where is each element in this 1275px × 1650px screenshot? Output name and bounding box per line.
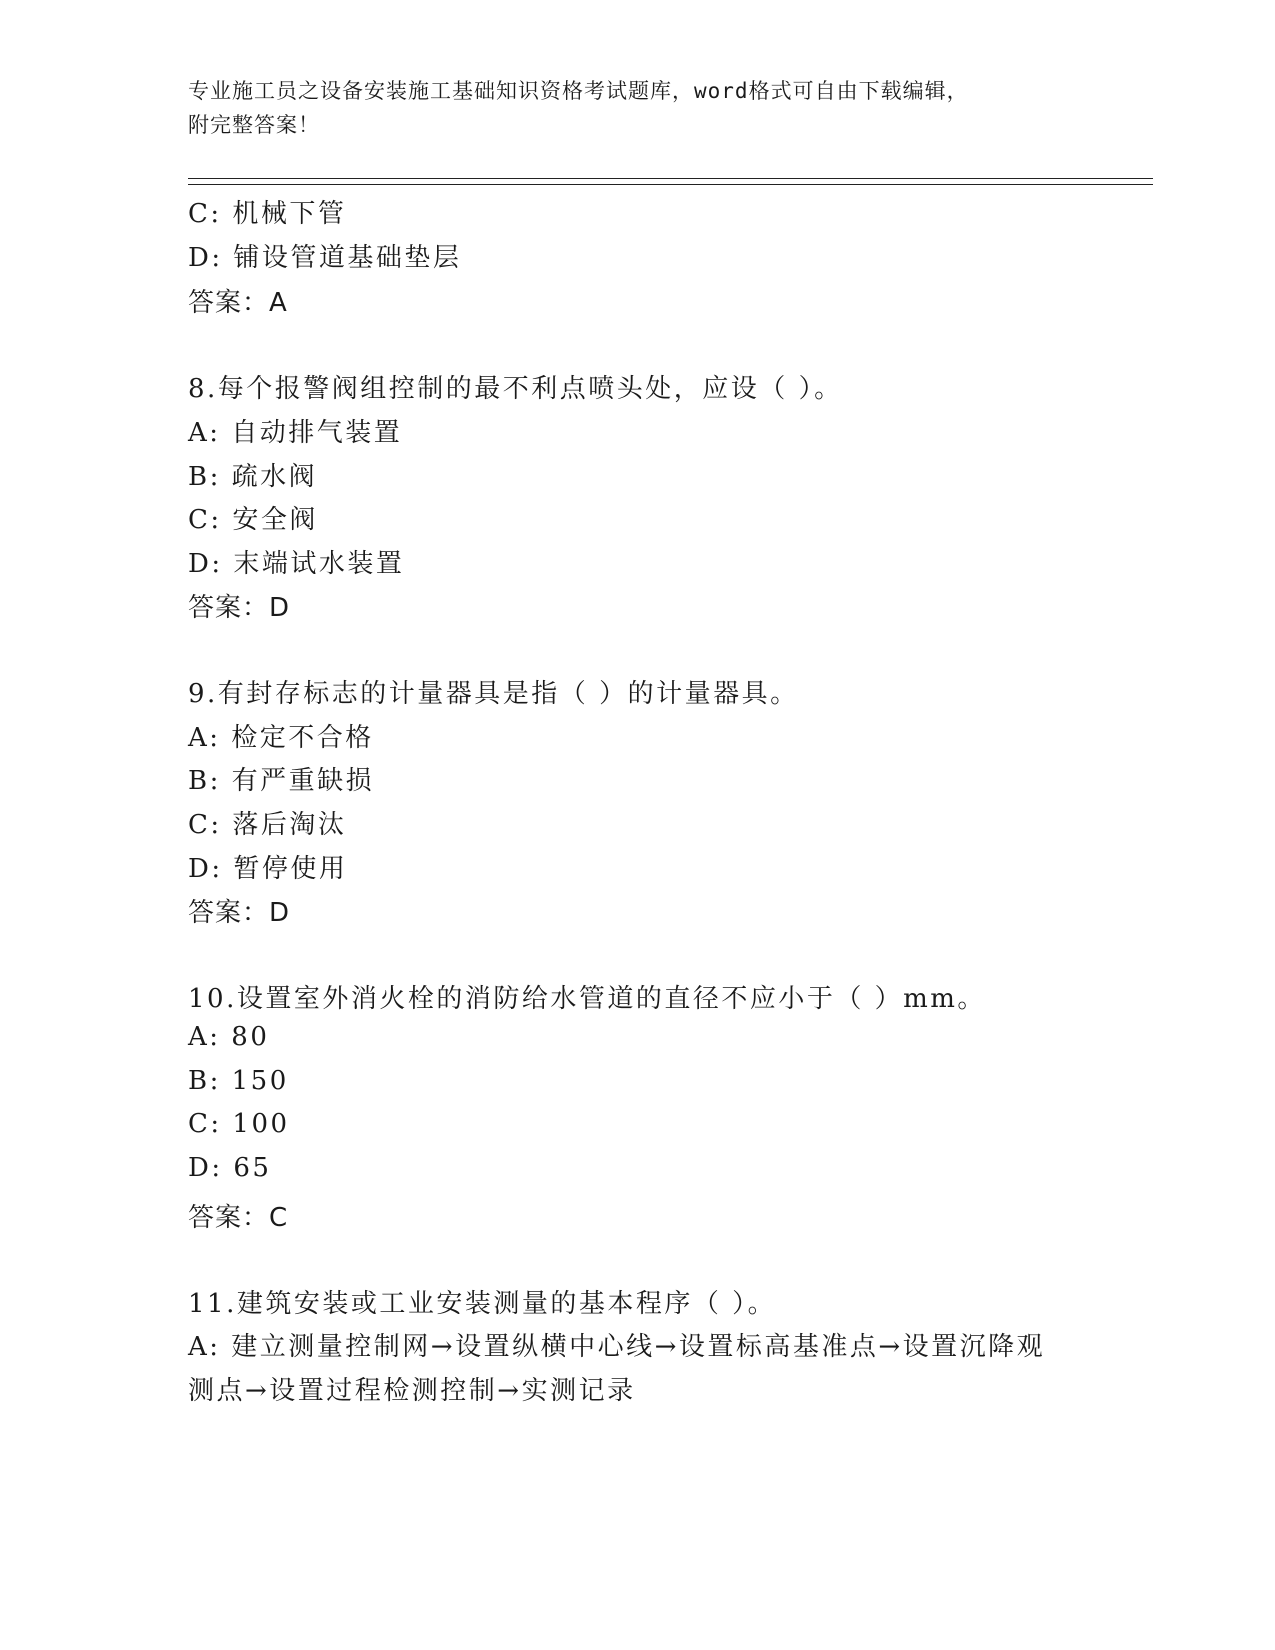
header-line-1: 专业施工员之设备安装施工基础知识资格考试题库，word格式可自由下载编辑， (188, 79, 969, 103)
q9-option-d: D: 暂停使用 (188, 854, 348, 884)
q9-question: 9.有封存标志的计量器具是指（ ）的计量器具。 (188, 679, 799, 709)
q8-option-d: D: 末端试水装置 (188, 549, 405, 579)
header-line-2: 附完整答案！ (188, 113, 320, 137)
header-divider-top (188, 178, 1153, 179)
q10-option-b: B: 150 (188, 1066, 289, 1096)
document-header (188, 74, 1088, 142)
q10-question: 10.设置室外消火栓的消防给水管道的直径不应小于（ ）mm。 (188, 984, 986, 1014)
q9-option-c: C: 落后淘汰 (188, 810, 347, 840)
q11-question: 11.建筑安装或工业安装测量的基本程序（ ）。 (188, 1289, 777, 1319)
q8-answer: 答案：D (188, 593, 291, 623)
q11-option-a-line-2: 测点→设置过程检测控制→实测记录 (188, 1376, 636, 1406)
q11-option-a-line-1: A: 建立测量控制网→设置纵横中心线→设置标高基准点→设置沉降观 (188, 1332, 1046, 1362)
q10-answer: 答案：C (188, 1203, 289, 1233)
q8-option-a: A: 自动排气装置 (188, 418, 403, 448)
q9-option-b: B: 有严重缺损 (188, 766, 375, 796)
q10-option-a: A: 80 (188, 1022, 270, 1052)
q9-answer: 答案：D (188, 898, 291, 928)
q9-option-a: A: 检定不合格 (188, 723, 374, 753)
q10-option-c: C: 100 (188, 1109, 290, 1139)
q7-option-d: D: 铺设管道基础垫层 (188, 243, 462, 273)
q7-answer: 答案：A (188, 288, 288, 318)
header-divider-bottom (188, 184, 1153, 185)
q8-option-b: B: 疏水阀 (188, 462, 318, 492)
q7-option-c: C: 机械下管 (188, 199, 347, 229)
q10-option-d: D: 65 (188, 1153, 272, 1183)
q8-option-c: C: 安全阀 (188, 505, 318, 535)
q8-question: 8.每个报警阀组控制的最不利点喷头处，应设（ ）。 (188, 374, 843, 404)
